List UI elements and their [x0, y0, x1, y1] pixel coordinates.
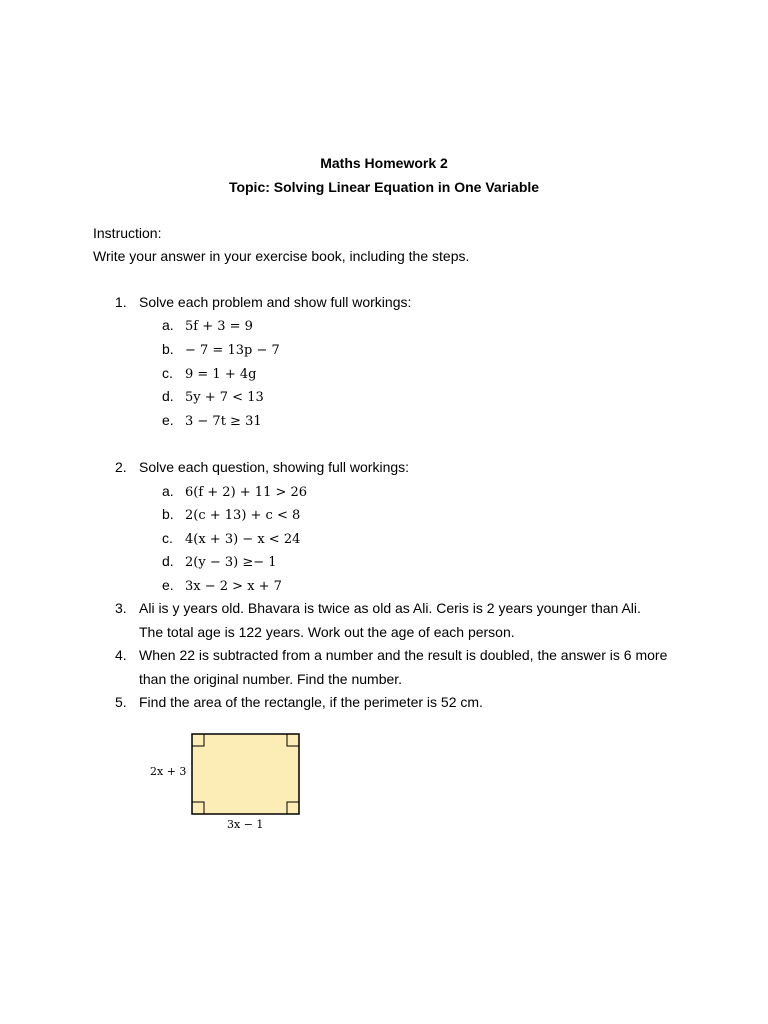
part-letter: b.: [162, 341, 174, 357]
question-2-part-a: [162, 480, 307, 505]
instruction-text: Write your answer in your exercise book, including the steps.: [93, 248, 470, 264]
part-letter: c.: [162, 530, 173, 546]
question-text-line-2: than the original number. Find the number.: [139, 670, 403, 687]
question-1-part-d: [162, 385, 264, 410]
question-text-line-1: Ali is y years old. Bhavara is twice as old as Ali. Ceris is 2 years younger than Ali.: [139, 600, 641, 616]
part-expression: 2(y − 3) ≥− 1: [185, 555, 277, 570]
page-title: Maths Homework 2: [320, 155, 448, 171]
question-prompt: Solve each question, showing full workings:: [139, 459, 410, 475]
question-2-part-d: [162, 550, 277, 575]
question-text-line-1: When 22 is subtracted from a number and the result is doubled, the answer is 6 more: [139, 647, 668, 663]
side-length-label: 2x + 3: [150, 765, 187, 778]
part-letter: d.: [162, 388, 174, 404]
part-expression: 4(x + 3) − x < 24: [185, 532, 301, 547]
part-letter: c.: [162, 365, 173, 381]
part-letter: e.: [162, 577, 174, 593]
question-prompt: Solve each problem and show full workings:: [139, 294, 412, 310]
part-expression: 3 − 7t ≥ 31: [185, 414, 262, 429]
question-number: 5.: [115, 694, 127, 710]
part-letter: a.: [162, 483, 174, 499]
question-number: 1.: [115, 294, 127, 310]
part-expression: 6(f + 2) + 11 > 26: [185, 485, 308, 500]
question-2-part-e: [162, 574, 282, 599]
part-letter: a.: [162, 317, 174, 333]
bottom-length-label: 3x − 1: [227, 818, 264, 831]
instruction-heading: Instruction:: [93, 225, 162, 241]
part-letter: b.: [162, 506, 174, 522]
part-expression: − 7 = 13p − 7: [185, 343, 280, 358]
question-1-part-c: [162, 362, 256, 387]
question-number: 2.: [115, 459, 127, 475]
rectangle-figure: [140, 725, 310, 840]
part-expression: 5y + 7 < 13: [185, 390, 264, 405]
part-expression: 2(c + 13) + c < 8: [185, 508, 301, 523]
rectangle-shape: [192, 734, 299, 814]
page-topic: Topic: Solving Linear Equation in One Variable: [228, 179, 540, 195]
question-prompt: Find the area of the rectangle, if the perimeter is 52 cm.: [139, 694, 483, 710]
part-letter: d.: [162, 553, 174, 569]
part-expression: 9 = 1 + 4g: [185, 367, 257, 382]
part-letter: e.: [162, 412, 174, 428]
question-number: 4.: [115, 647, 127, 663]
question-2-part-c: [162, 527, 300, 552]
rectangle-diagram: [140, 725, 310, 843]
question-1-part-a: [162, 314, 253, 339]
question-2-part-b: [162, 503, 300, 528]
question-1-part-b: [162, 338, 280, 363]
question-text-line-2: The total age is 122 years. Work out the age of each person.: [139, 623, 515, 640]
part-expression: 5f + 3 = 9: [185, 319, 253, 334]
part-expression: 3x − 2 > x + 7: [185, 579, 282, 594]
question-1-part-e: [162, 409, 262, 434]
question-number: 3.: [115, 600, 127, 616]
